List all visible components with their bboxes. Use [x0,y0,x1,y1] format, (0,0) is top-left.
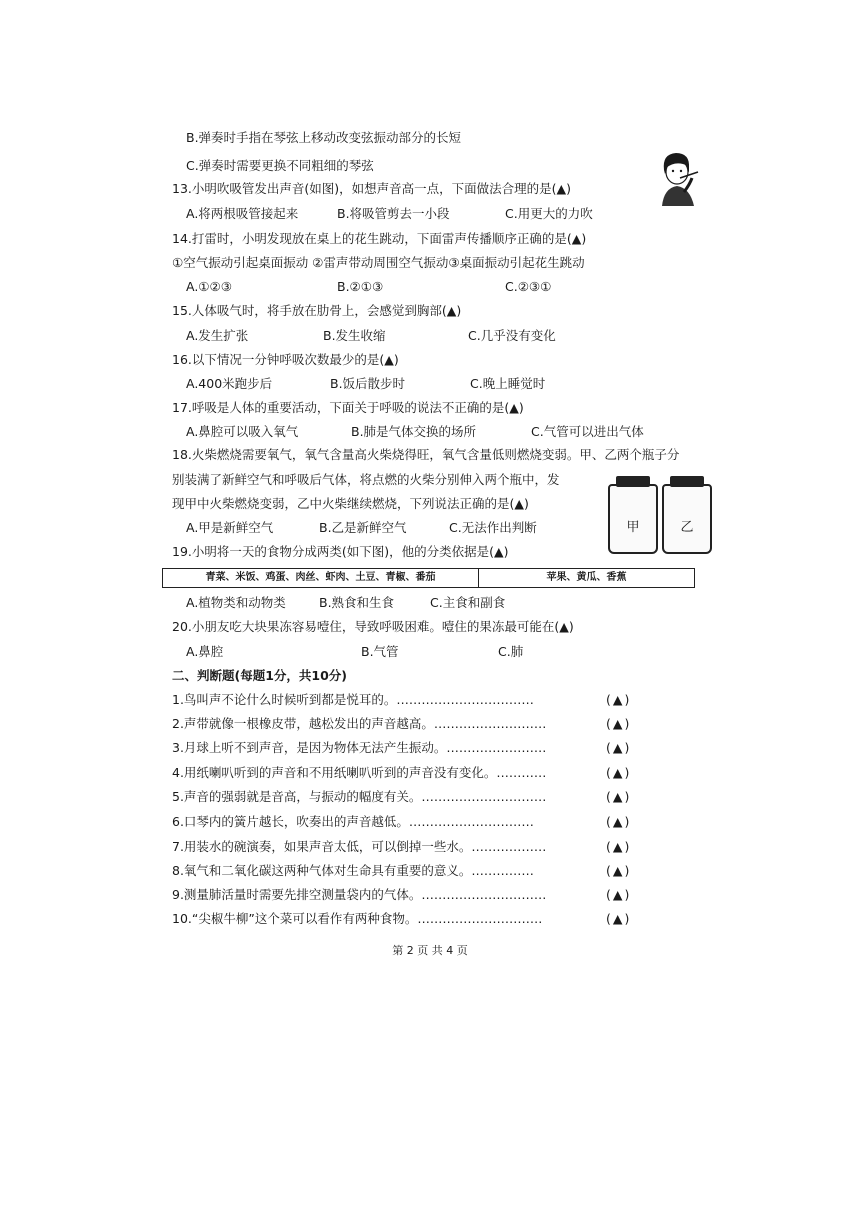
q18-option-a: A.甲是新鲜空气 [186,520,274,535]
judge-item-9: 9.测量肺活量时需要先排空测量袋内的气体。………………………… [172,887,547,902]
question-14: 14.打雷时，小明发现放在桌上的花生跳动，下面雷声传播顺序正确的是(▲) [172,231,587,246]
question-15: 15.人体吸气时，将手放在肋骨上，会感觉到胸部(▲) [172,303,462,318]
judge-answer-slot-6: (▲) [606,814,632,829]
q12-option-b: B.弹奏时手指在琴弦上移动改变弦振动部分的长短 [186,130,462,145]
q17-option-b: B.肺是气体交换的场所 [351,424,477,439]
question-18-line-3: 现甲中火柴燃烧变弱，乙中火柴继续燃烧，下列说法正确的是(▲) [172,496,529,511]
judge-item-1: 1.鸟叫声不论什么时候听到都是悦耳的。…………………………… [172,692,534,707]
q15-option-b: B.发生收缩 [323,328,386,343]
q19-option-a: A.植物类和动物类 [186,595,286,610]
q13-option-b: B.将吸管剪去一小段 [337,206,450,221]
judge-answer-slot-9: (▲) [606,887,632,902]
q18-option-b: B.乙是新鲜空气 [319,520,407,535]
q15-option-a: A.发生扩张 [186,328,249,343]
boy-blowing-straw-illustration [656,150,700,206]
food-classification-table [162,568,695,588]
q12-option-c: C.弹奏时需要更换不同粗细的琴弦 [186,158,374,173]
judge-answer-slot-3: (▲) [606,740,632,755]
q13-option-c: C.用更大的力吹 [505,206,593,221]
judge-item-4: 4.用纸喇叭听到的声音和不用纸喇叭听到的声音没有变化。………… [172,765,547,780]
q14-statements: ①空气振动引起桌面振动 ②雷声带动周围空气振动③桌面振动引起花生跳动 [172,255,585,270]
q14-option-b: B.②①③ [337,279,384,294]
judge-answer-slot-2: (▲) [606,716,632,731]
jar-yi-label: 乙 [680,520,694,535]
jar-jia-label: 甲 [626,520,640,535]
judge-item-3: 3.月球上听不到声音，是因为物体无法产生振动。…………………… [172,740,547,755]
question-17: 17.呼吸是人体的重要活动，下面关于呼吸的说法不正确的是(▲) [172,400,524,415]
q18-option-c: C.无法作出判断 [449,520,537,535]
judge-item-2: 2.声带就像一根橡皮带，越松发出的声音越高。……………………… [172,716,547,731]
page-number-footer: 第 2 页 共 4 页 [392,944,468,957]
jar-jia-cap [616,476,650,487]
q20-option-c: C.肺 [498,644,524,659]
q17-option-c: C.气管可以进出气体 [531,424,644,439]
judge-item-7: 7.用装水的碗演奏，如果声音太低，可以倒掉一些水。……………… [172,839,547,854]
q13-option-a: A.将两根吸管接起来 [186,206,299,221]
jar-yi-cap [670,476,704,487]
q20-option-b: B.气管 [361,644,399,659]
q15-option-c: C.几乎没有变化 [468,328,556,343]
q20-option-a: A.鼻腔 [186,644,224,659]
judge-answer-slot-4: (▲) [606,765,632,780]
food-group-right: 苹果、黄瓜、香蕉 [546,572,627,583]
question-18-line-1: 18.火柴燃烧需要氧气，氧气含量高火柴烧得旺，氧气含量低则燃烧变弱。甲、乙两个瓶子分 [172,447,680,462]
q16-option-b: B.饭后散步时 [330,376,406,391]
q17-option-a: A.鼻腔可以吸入氧气 [186,424,299,439]
question-18-line-2: 别装满了新鲜空气和呼吸后气体，将点燃的火柴分别伸入两个瓶中，发 [172,472,560,487]
question-16: 16.以下情况一分钟呼吸次数最少的是(▲) [172,352,399,367]
judge-answer-slot-1: (▲) [606,692,632,707]
question-20: 20.小朋友吃大块果冻容易噎住，导致呼吸困难。噎住的果冻最可能在(▲) [172,619,574,634]
jar-jia [608,484,658,554]
judge-answer-slot-7: (▲) [606,839,632,854]
question-19: 19.小明将一天的食物分成两类(如下图)，他的分类依据是(▲) [172,544,509,559]
judge-answer-slot-10: (▲) [606,911,632,926]
q14-option-c: C.②③① [505,279,552,294]
jar-yi [662,484,712,554]
q19-option-b: B.熟食和生食 [319,595,395,610]
q16-option-a: A.400米跑步后 [186,376,273,391]
judge-item-6: 6.口琴内的簧片越长，吹奏出的声音越低。………………………… [172,814,534,829]
food-group-left: 青菜、米饭、鸡蛋、肉丝、虾肉、土豆、青椒、番茄 [163,569,479,587]
q16-option-c: C.晚上睡觉时 [470,376,546,391]
section-2-heading: 二、判断题(每题1分，共10分) [172,668,348,683]
judge-item-5: 5.声音的强弱就是音高，与振动的幅度有关。………………………… [172,789,547,804]
q19-option-c: C.主食和副食 [430,595,506,610]
judge-answer-slot-8: (▲) [606,863,632,878]
question-13: 13.小明吹吸管发出声音(如图)，如想声音高一点，下面做法合理的是(▲) [172,181,572,196]
judge-item-8: 8.氧气和二氧化碳这两种气体对生命具有重要的意义。…………… [172,863,534,878]
judge-item-10: 10.“尖椒牛柳”这个菜可以看作有两种食物。………………………… [172,911,543,926]
judge-answer-slot-5: (▲) [606,789,632,804]
q14-option-a: A.①②③ [186,279,232,294]
